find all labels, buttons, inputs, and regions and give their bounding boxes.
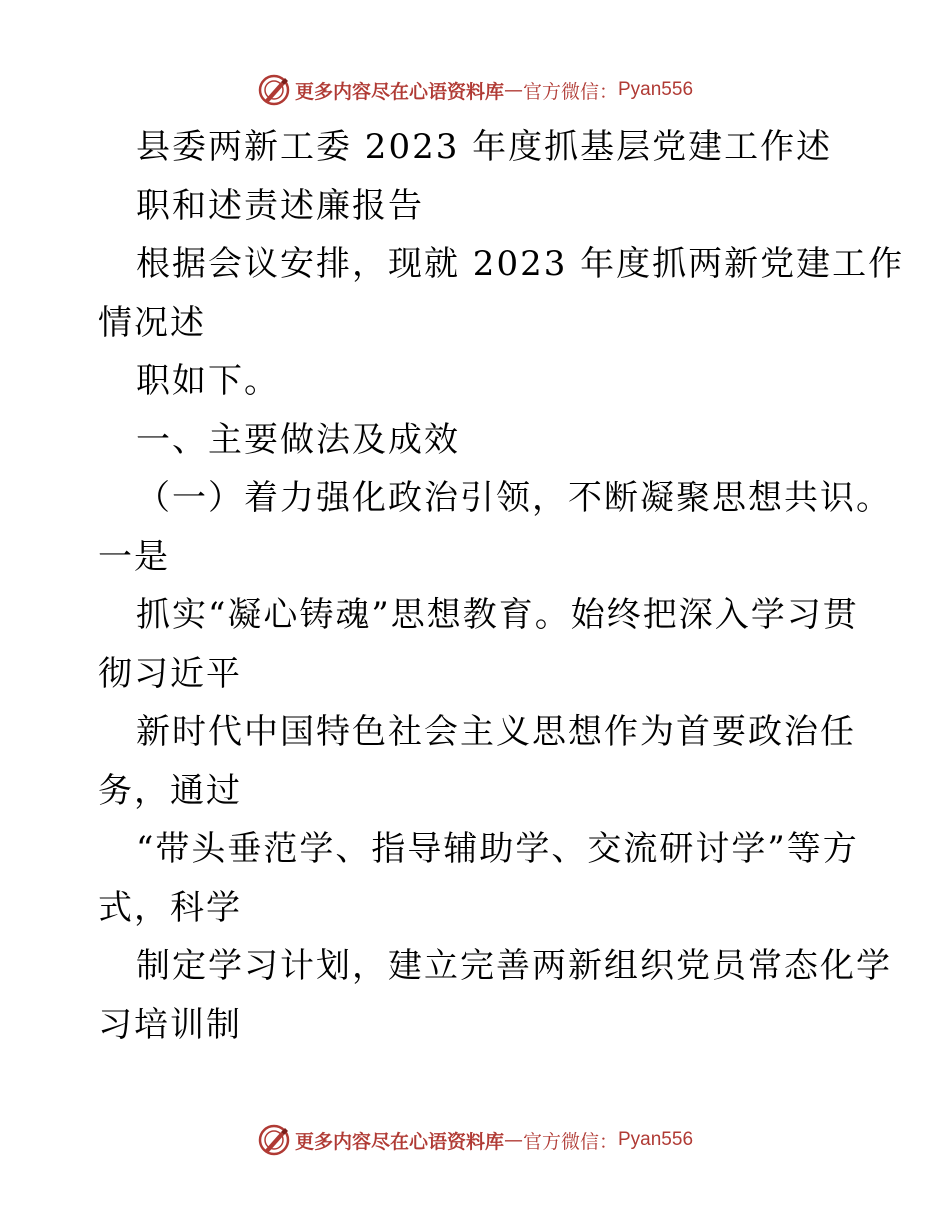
text-line: 一、主要做法及成效: [136, 419, 460, 460]
text-line: 根据会议安排，现就 2023 年度抓两新党建工作: [136, 244, 905, 284]
watermark-dash: —: [503, 79, 523, 101]
document-body: [98, 118, 905, 1054]
text-line: 职和述责述廉报告: [136, 185, 424, 226]
text-line: 一是: [98, 536, 170, 577]
watermark-wechat-id: Pyan556: [618, 1129, 694, 1150]
footer-watermark: [0, 1120, 950, 1160]
watermark-main-text: 更多内容尽在心语资料库: [294, 1130, 504, 1153]
text-line: 抓实“凝心铸魂”思想教育。始终把深入学习贯: [136, 595, 859, 635]
text-line: 习培训制: [98, 1004, 242, 1045]
text-line: 务，通过: [98, 770, 242, 811]
watermark-dash: —: [503, 1129, 523, 1151]
watermark-main-text: 更多内容尽在心语资料库: [294, 80, 504, 103]
pen-logo-icon: [257, 73, 291, 107]
text-line: （一）着力强化政治引领，不断凝聚思想共识。: [136, 478, 892, 518]
text-line: 县委两新工委 2023 年度抓基层党建工作述: [136, 127, 833, 167]
pen-logo-icon: [257, 1123, 291, 1157]
text-line: 职如下。: [136, 361, 280, 401]
watermark-wechat-id: Pyan556: [618, 79, 694, 100]
text-line: 情况述: [98, 302, 206, 343]
text-line: 式，科学: [98, 887, 242, 928]
watermark-sub-text: 官方微信：: [522, 1130, 618, 1153]
text-line: 彻习近平: [98, 653, 242, 694]
text-line: 新时代中国特色社会主义思想作为首要政治任: [136, 712, 856, 752]
text-line: 制定学习计划，建立完善两新组织党员常态化学: [136, 946, 892, 986]
header-watermark: [0, 70, 950, 110]
watermark-sub-text: 官方微信：: [522, 80, 618, 103]
text-line: “带头垂范学、指导辅助学、交流研讨学”等方: [136, 829, 859, 869]
